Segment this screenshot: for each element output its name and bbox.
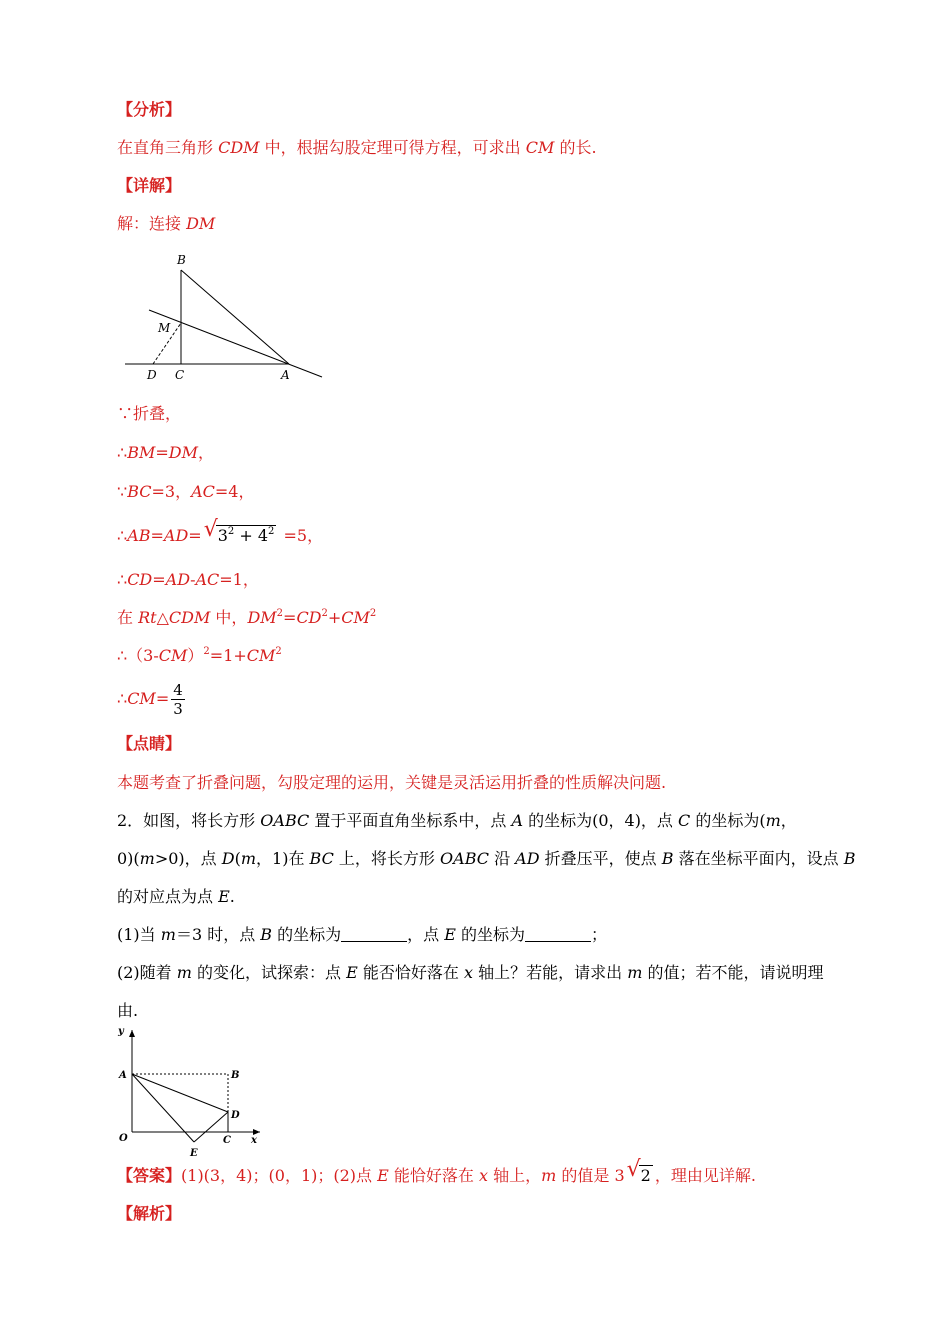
step-1: ∵折叠，	[117, 404, 182, 423]
answer-line: 【答案】(1)(3，4)；(0，1)；(2)点 E 能恰好落在 x 轴上，m 的值是 3 √ 2 ，理由见详解.	[117, 1157, 756, 1185]
fig2-label-e: E	[190, 1148, 198, 1159]
fig2-label-b: B	[231, 1070, 240, 1081]
fig2-label-o: O	[119, 1133, 128, 1144]
fig2-label-x: x	[251, 1135, 257, 1146]
fig1-label-d: D	[147, 368, 157, 382]
fig1-label-b: B	[177, 253, 186, 267]
step-6: 在 Rt△CDM 中，$DM^2=CD^2+CM^2$	[117, 608, 377, 627]
fig1-label-m: M	[158, 321, 171, 335]
question-1: (1)当 m＝3 时，点 B 的坐标为 ，点 E 的坐标为 ；	[117, 925, 608, 944]
answer-blank-b[interactable]	[341, 925, 407, 942]
step-2: ∴BM=DM，	[117, 443, 214, 462]
problem2-line2: 0)(m>0)，点 D(m，1)在 BC 上，将长方形 OABC 沿 AD 折叠压平，使点 B 落在坐标平面内，设点 B	[117, 849, 856, 868]
step-5: ∴CD=AD-AC=1，	[117, 570, 259, 589]
step-8: ∴CM= $\frac{4}{3}$	[117, 681, 183, 718]
explain-header: 【解析】	[117, 1204, 182, 1223]
fig1-label-a: A	[281, 368, 290, 382]
fig2-label-a: A	[119, 1070, 127, 1081]
fraction-four-thirds: $\frac{4}{3}$	[173, 681, 183, 718]
fig1-label-c: C	[175, 368, 185, 382]
answer-blank-e[interactable]	[525, 925, 591, 942]
detail-header: 【详解】	[117, 176, 182, 195]
fig2-label-y: y	[118, 1026, 124, 1037]
solution-intro: 解：连接 DM	[117, 214, 216, 233]
problem2-line3: 的对应点为点 E.	[117, 887, 235, 906]
fig2-label-c: C	[223, 1135, 231, 1146]
analysis-text: 在直角三角形 CDM 中，根据勾股定理可得方程，可求出 CM 的长.	[117, 138, 597, 157]
comment-header: 【点睛】	[117, 734, 182, 753]
step-4: ∴AB=AD= √ $3^2 + 4^2 =5$，	[117, 517, 324, 545]
figure-2-coordinate	[110, 1022, 270, 1162]
problem2-line1: 2．如图，将长方形 OABC 置于平面直角坐标系中，点 A 的坐标为(0，4)，点 C 的坐标为(m，	[117, 811, 797, 830]
sqrt-expression: √ $3^2 + 4^2$	[203, 517, 275, 545]
comment-text: 本题考查了折叠问题，勾股定理的运用，关键是灵活运用折叠的性质解决问题.	[117, 773, 667, 792]
question-2-cont: 由.	[117, 1001, 139, 1020]
figure-1-triangle	[115, 248, 330, 383]
step-7: $\therefore(3-CM)^2=1+CM^2$	[117, 646, 282, 665]
analysis-header: 【分析】	[117, 100, 182, 119]
step-3: ∵BC=3，AC=4，	[117, 482, 255, 501]
fig2-label-d: D	[231, 1110, 240, 1121]
sqrt-two: √ 2	[626, 1157, 651, 1185]
question-2: (2)随着 m 的变化，试探索：点 E 能否恰好落在 x 轴上？若能，请求出 m 的值；若不能，请说明理	[117, 963, 824, 982]
